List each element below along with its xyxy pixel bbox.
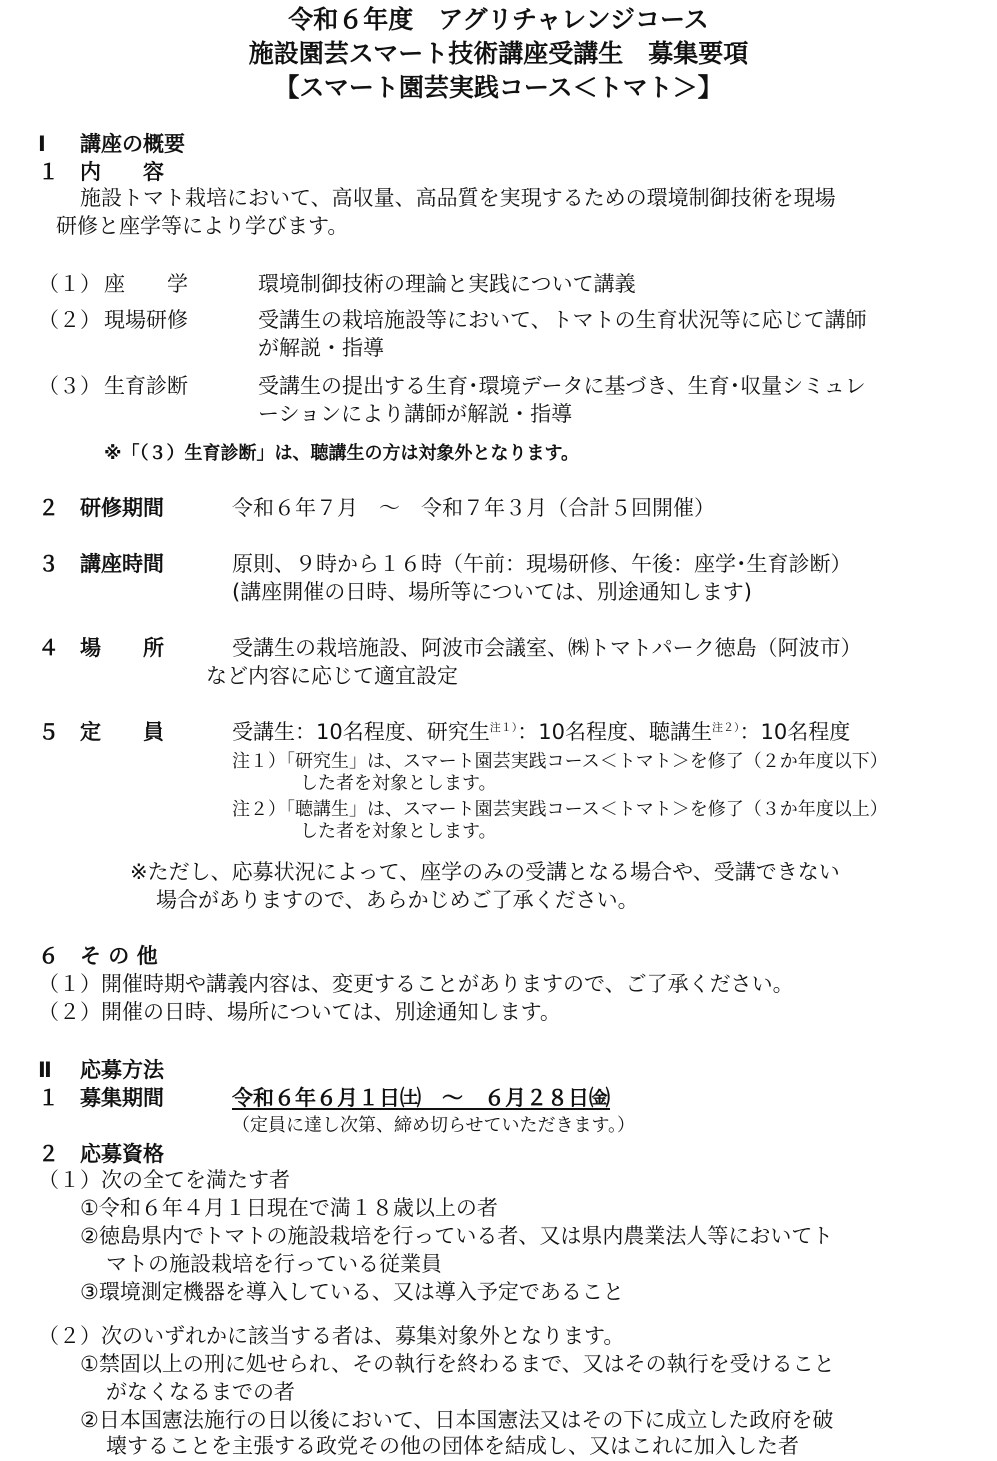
sub3-text-line1: 受講生の提出する生育･環境データに基づき、生育･収量シミュレ — [258, 374, 866, 398]
note2-marker: 注２） — [711, 721, 740, 734]
item6-sub1: （１）開催時期や講義内容は、変更することがありますので、ご了承ください。 — [38, 972, 794, 996]
item6-sub2: （２）開催の日時、場所については、別途通知します。 — [38, 1000, 561, 1024]
remark-line2: 場合がありますので、あらかじめご了承ください。 — [156, 888, 639, 912]
note1-marker: 注１） — [489, 721, 518, 734]
exclusion-d2-line2: 壊することを主張する政党その他の団体を結成し、又はこれに加入した者 — [106, 1434, 799, 1458]
item6-heading: そ の 他 — [80, 944, 158, 968]
section1-heading: 講座の概要 — [80, 132, 185, 156]
item1-text-line1: 施設トマト栽培において、高収量、高品質を実現するための環境制御技術を現場 — [80, 186, 836, 210]
recruitment-period-note: （定員に達し次第、締め切らせていただきます。） — [232, 1115, 636, 1136]
item5-capacity — [232, 718, 850, 746]
sub3-label: 生育診断 — [104, 374, 188, 398]
section2-heading: 応募方法 — [80, 1058, 164, 1082]
item5-heading: 定 員 — [80, 720, 164, 744]
item3-heading: 講座時間 — [80, 552, 164, 576]
item1-text-line2: 研修と座学等により学びます。 — [56, 214, 349, 238]
item6-number: ６ — [38, 944, 59, 968]
eligibility-c1: ①令和６年４月１日現在で満１８歳以上の者 — [80, 1196, 498, 1220]
sub1-text: 環境制御技術の理論と実践について講義 — [258, 272, 636, 296]
item3-number: ３ — [38, 552, 59, 576]
sub2-text-line2: が解説・指導 — [258, 336, 384, 360]
note1-line2: した者を対象とします。 — [300, 773, 497, 794]
capacity-researchers: ：10名程度、聴講生 — [517, 720, 712, 744]
exclusion-d2-line1: ②日本国憲法施行の日以後において、日本国憲法又はその下に成立した政府を破 — [80, 1408, 834, 1432]
note2-line2: した者を対象とします。 — [300, 821, 497, 842]
item3-text-line1: 原則、９時から１６時（午前：現場研修、午後：座学･生育診断） — [232, 552, 852, 576]
exclusion-d1-line2: がなくなるまでの者 — [106, 1380, 295, 1404]
note1-line1: 注１）「研究生」は、スマート園芸実践コース＜トマト＞を修了（２か年度以下） — [232, 751, 888, 772]
s2-item2-number: ２ — [38, 1142, 59, 1166]
note2-line1: 注２）「聴講生」は、スマート園芸実践コース＜トマト＞を修了（３か年度以上） — [232, 799, 888, 820]
item2-text: 令和６年７月 ～ 令和７年３月（合計５回開催） — [232, 496, 715, 520]
eligibility-c3: ③環境測定機器を導入している、又は導入予定であること — [80, 1280, 624, 1304]
doc-title-line2: 施設園芸スマート技術講座受講生 募集要項 — [248, 39, 749, 68]
remark-line1: ※ただし、応募状況によって、座学のみの受講となる場合や、受講できない — [130, 860, 840, 884]
s2-item2-heading: 応募資格 — [80, 1142, 164, 1166]
item1-heading: 内 容 — [80, 160, 164, 184]
recruitment-period: 令和６年６月１日㈯ ～ ６月２８日㈮ — [232, 1086, 610, 1110]
sub2-number: （２） — [38, 308, 101, 332]
item2-heading: 研修期間 — [80, 496, 164, 520]
eligibility-sub2: （２）次のいずれかに該当する者は、募集対象外となります。 — [38, 1324, 625, 1348]
section1-number: Ⅰ — [38, 132, 46, 156]
sub2-text-line1: 受講生の栽培施設等において、トマトの生育状況等に応じて講師 — [258, 308, 867, 332]
item4-text-line1: 受講生の栽培施設、阿波市会議室、㈱トマトパーク徳島（阿波市） — [232, 636, 862, 660]
eligibility-c2-line2: マトの施設栽培を行っている従業員 — [106, 1252, 442, 1276]
section2-number: Ⅱ — [38, 1058, 52, 1082]
sub3-number: （３） — [38, 374, 101, 398]
capacity-auditors: ：10名程度 — [739, 720, 851, 744]
s2-item1-number: １ — [38, 1086, 59, 1110]
capacity-students: 受講生：10名程度、研究生 — [232, 720, 490, 744]
item2-number: ２ — [38, 496, 59, 520]
sub3-text-line2: ーションにより講師が解説・指導 — [258, 402, 573, 426]
sub1-number: （１） — [38, 272, 101, 296]
sub1-label: 座 学 — [104, 272, 188, 296]
item4-number: ４ — [38, 636, 59, 660]
item5-number: ５ — [38, 720, 59, 744]
eligibility-c2-line1: ②徳島県内でトマトの施設栽培を行っている者、又は県内農業法人等においてト — [80, 1224, 833, 1248]
sub2-label: 現場研修 — [104, 308, 188, 332]
item4-heading: 場 所 — [80, 636, 164, 660]
doc-title-line1: 令和６年度 アグリチャレンジコース — [288, 5, 709, 34]
doc-title-line3: 【スマート園芸実践コース＜トマト＞】 — [274, 73, 723, 102]
item3-text-line2: (講座開催の日時、場所等については、別途通知します) — [232, 580, 752, 604]
s2-item1-heading: 募集期間 — [80, 1086, 164, 1110]
exclusion-d1-line1: ①禁固以上の刑に処せられ、その執行を終わるまで、又はその執行を受けること — [80, 1352, 835, 1376]
item4-text-line2: など内容に応じて適宜設定 — [206, 664, 458, 688]
eligibility-sub1: （１）次の全てを満たす者 — [38, 1168, 290, 1192]
item1-note: ※「（３）生育診断」は、聴講生の方は対象外となります。 — [104, 443, 580, 464]
item1-number: １ — [38, 160, 59, 184]
